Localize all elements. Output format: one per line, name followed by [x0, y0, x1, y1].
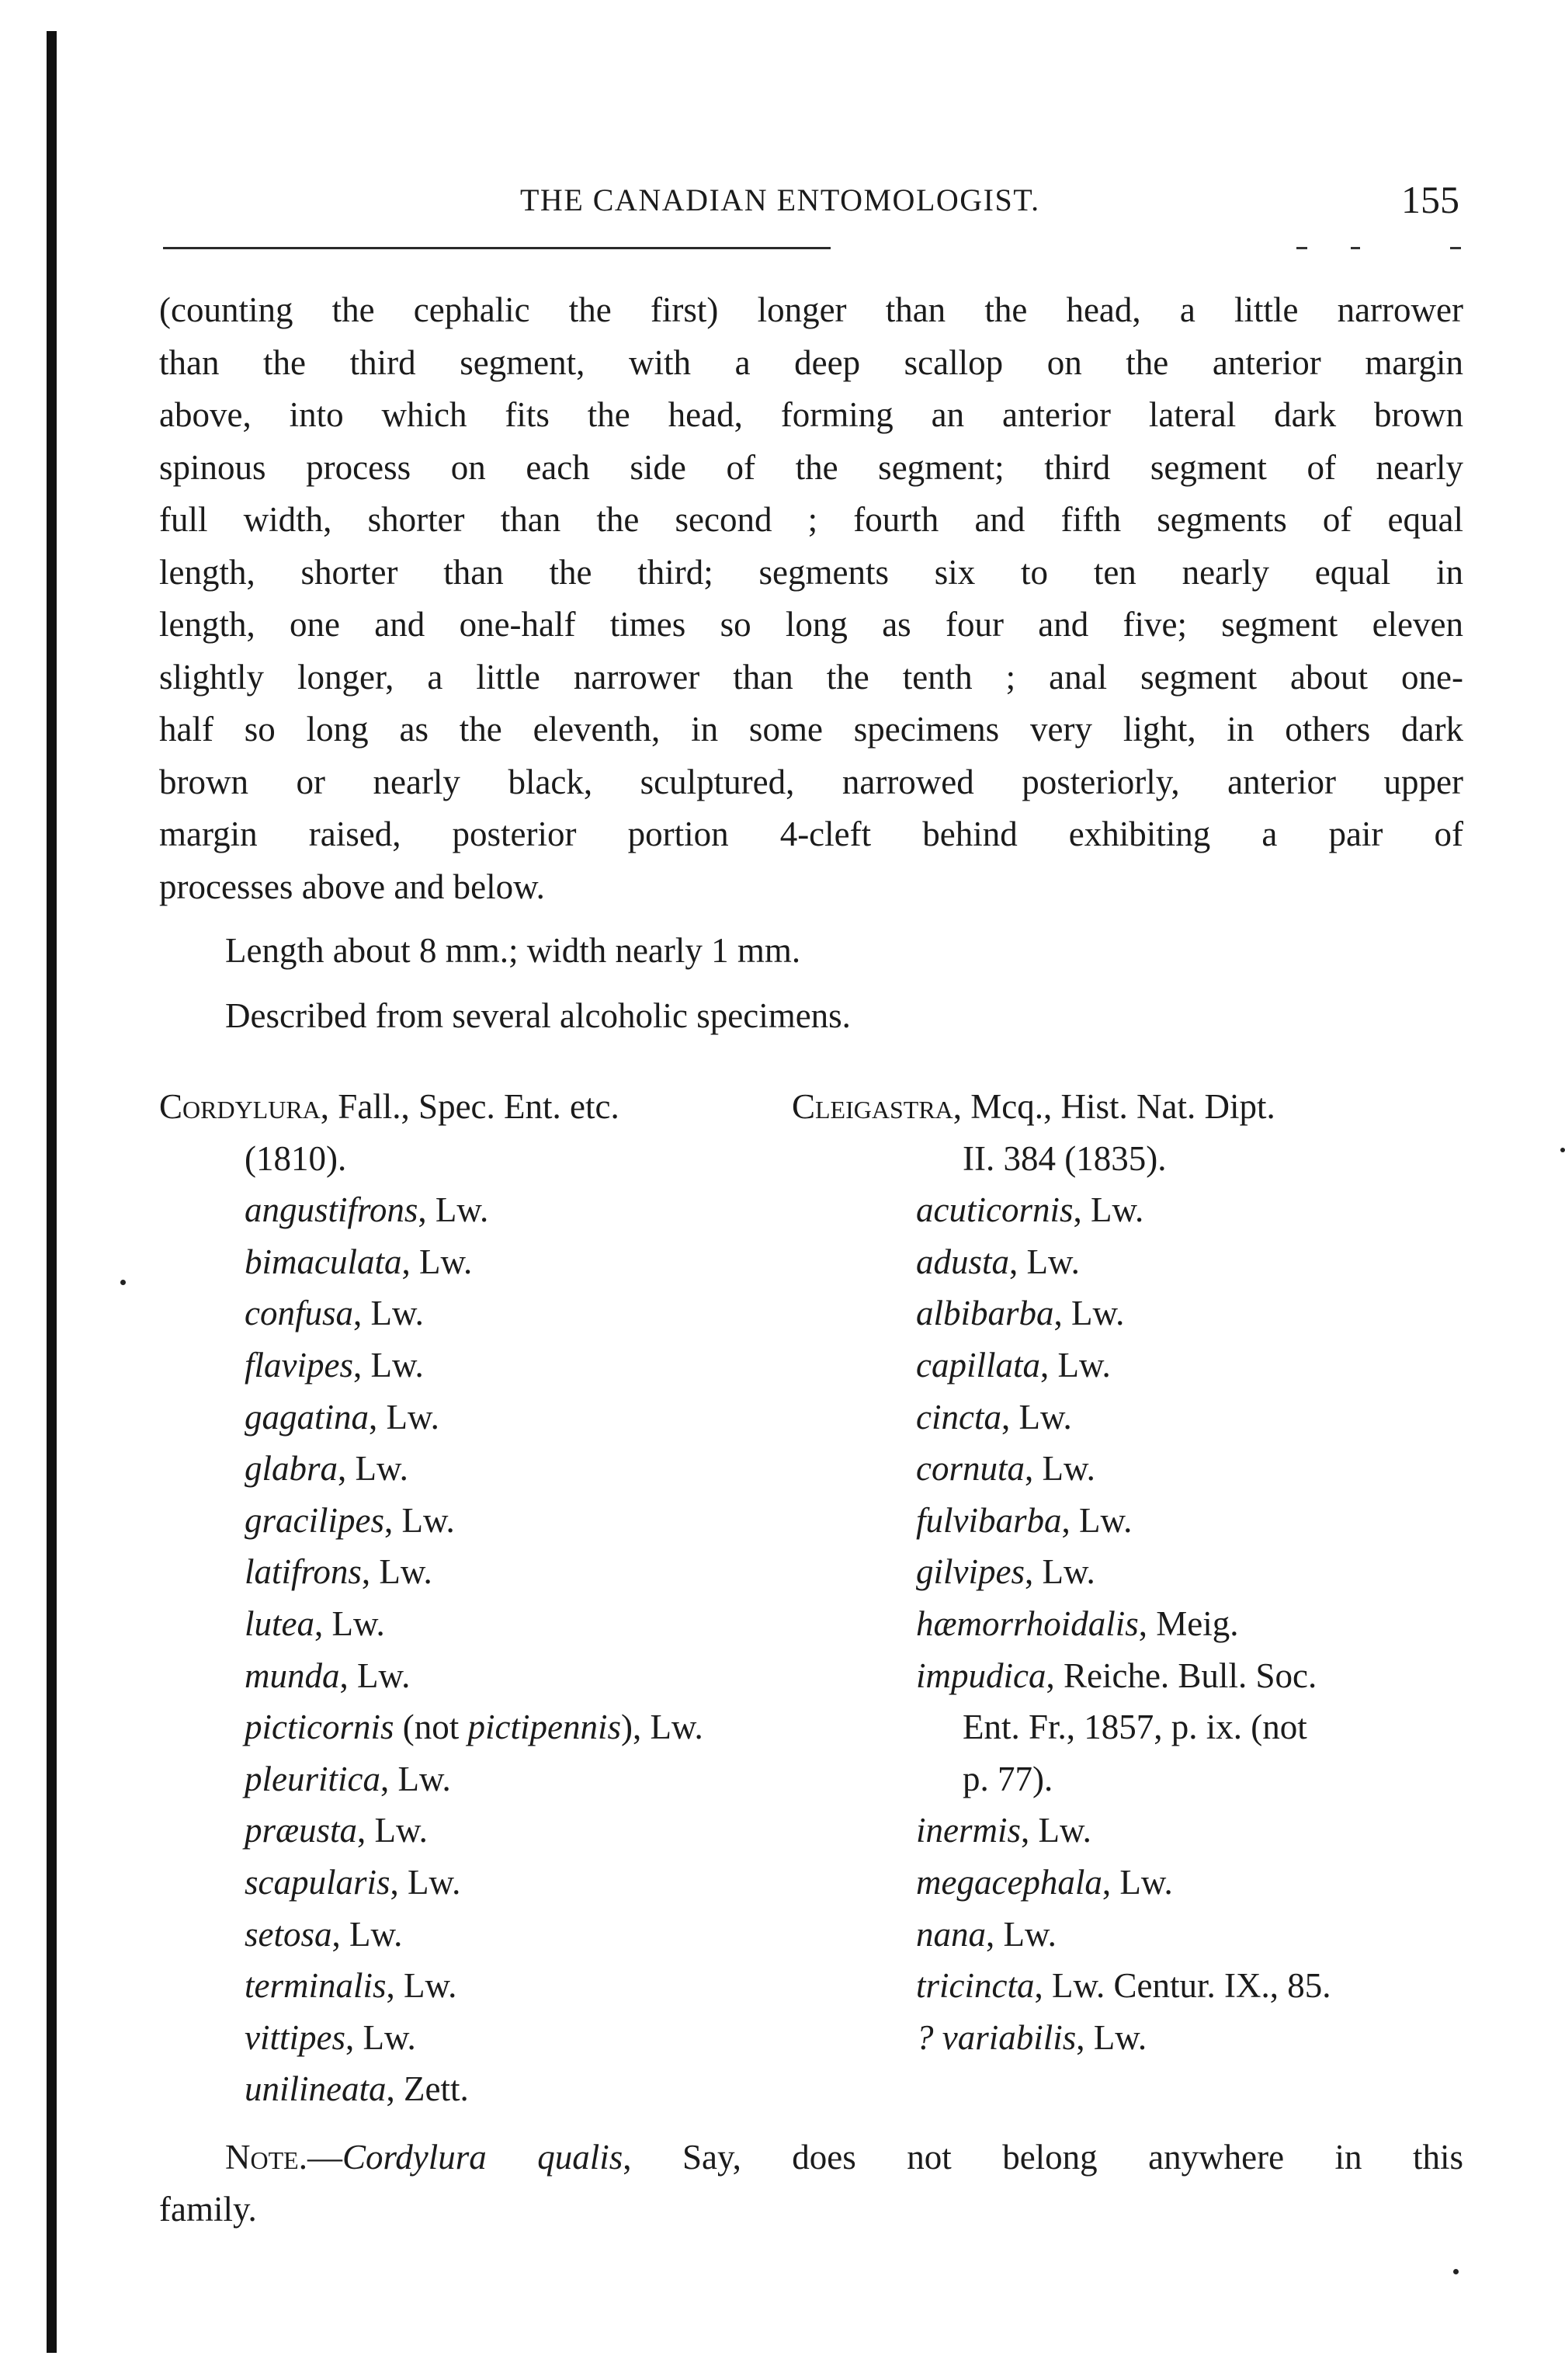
text-line: slightly longer, a little narrower than the tenth ; anal segment about one-: [159, 657, 1463, 697]
species-entry: [792, 1650, 1331, 1702]
species-name: variabilis: [942, 2017, 1077, 2057]
species-author: , Lw.: [361, 1552, 432, 1592]
species-name: vittipes: [245, 2017, 345, 2057]
species-entry: [159, 1650, 703, 1702]
species-name: præusta: [245, 1811, 358, 1850]
species-author: , Lw.: [1076, 2017, 1147, 2057]
species-author: , Lw.: [390, 1862, 461, 1902]
running-head: [155, 177, 1459, 224]
note-dash: —: [307, 2138, 342, 2177]
species-entry: [792, 2012, 1331, 2064]
text-line: length, shorter than the third; segments six to ten nearly equal in: [159, 552, 1463, 592]
cleigastra-species-list: [792, 1081, 1331, 2063]
species-name: glabra: [245, 1449, 338, 1489]
species-entry: [159, 1184, 703, 1236]
species-author: , Lw.: [314, 1603, 385, 1643]
species-author: , Lw.: [1073, 1190, 1144, 1230]
species-synonym: pictipennis: [467, 1708, 621, 1747]
species-entry: [792, 1546, 1331, 1598]
text-line: length, one and one-half times so long as four and five; segment eleven: [159, 605, 1463, 644]
species-author: , Lw.: [1001, 1397, 1072, 1437]
species-name: tricincta: [916, 1966, 1035, 2006]
species-entry: [159, 1960, 703, 2012]
page-number: 155: [1401, 178, 1459, 221]
described-line: Described from several alcoholic specimens.: [225, 996, 851, 1035]
species-name: pleuritica: [245, 1759, 380, 1798]
species-author: , Reiche. Bull. Soc.: [1046, 1656, 1317, 1695]
species-name: nana: [916, 1914, 986, 1954]
species-name: bimaculata: [245, 1242, 402, 1281]
species-author: , Lw.: [380, 1759, 451, 1798]
species-name: scapularis: [245, 1862, 390, 1902]
species-name: gracilipes: [245, 1500, 384, 1540]
species-author: , Lw.: [1024, 1552, 1095, 1592]
species-entry: [792, 1960, 1331, 2012]
species-entry: [159, 1857, 703, 1909]
species-author: ), Lw.: [620, 1708, 703, 1747]
species-entry: [792, 1598, 1331, 1650]
species-name: lutea: [245, 1603, 314, 1643]
species-author: (not: [394, 1708, 468, 1747]
species-name: impudica: [916, 1656, 1046, 1695]
text-line: full width, shorter than the second ; fourth and fifth segments of equal: [159, 500, 1463, 539]
species-name: setosa: [245, 1914, 332, 1954]
species-entry: [159, 1339, 703, 1392]
species-name: confusa: [245, 1294, 353, 1333]
species-author: , Lw. Centur. IX., 85.: [1034, 1966, 1331, 2006]
text-line: margin raised, posterior portion 4-cleft behind exhibiting a pair of: [159, 815, 1463, 853]
genus-name: Cordylura: [159, 1087, 321, 1126]
species-author: , Lw.: [986, 1914, 1057, 1954]
species-entry: [792, 1339, 1331, 1392]
species-entry: [159, 1598, 703, 1650]
header-rule-fragment: [1351, 247, 1360, 249]
genus-reference: [792, 1133, 1331, 1185]
species-author: , Lw.: [339, 1656, 411, 1695]
species-author: , Lw.: [369, 1397, 439, 1437]
genus-date-text: (1810).: [245, 1138, 347, 1178]
species-name: unilineata: [245, 2069, 387, 2109]
description-paragraph: [159, 284, 1463, 913]
species-name: munda: [245, 1656, 340, 1695]
species-author: , Lw.: [1039, 1345, 1111, 1385]
species-entry: [792, 1392, 1331, 1444]
genus-authority: , Fall., Spec. Ent. etc.: [320, 1087, 619, 1126]
species-entry: [792, 1236, 1331, 1288]
genus-date: [159, 1133, 703, 1185]
species-author: , Meig.: [1138, 1603, 1239, 1643]
species-author: , Lw.: [401, 1242, 473, 1281]
species-entry: [792, 1287, 1331, 1339]
species-name: megacephala: [916, 1862, 1102, 1902]
reference-continuation: [792, 1753, 1331, 1805]
length-line: Length about 8 mm.; width nearly 1 mm.: [225, 931, 801, 970]
header-rule-fragment: [1296, 247, 1307, 249]
text-line: than the third segment, with a deep scallop on the anterior margin: [159, 342, 1463, 382]
text-line: processes above and below.: [159, 867, 545, 906]
species-name: fulvibarba: [916, 1500, 1062, 1540]
species-name: gilvipes: [916, 1552, 1025, 1592]
species-entry: [159, 2012, 703, 2064]
species-entry: [792, 1857, 1331, 1909]
species-author: , Lw.: [1025, 1449, 1095, 1489]
text-line: above, into which fits the head, forming an anterior lateral dark brown: [159, 395, 1463, 434]
species-name: flavipes: [245, 1345, 353, 1385]
genus-authority: , Mcq., Hist. Nat. Dipt.: [953, 1087, 1275, 1126]
species-name: gagatina: [245, 1397, 370, 1437]
species-entry: [792, 1184, 1331, 1236]
note-text: , Say, does not belong anywhere in this: [623, 2138, 1463, 2177]
text-line: brown or nearly black, sculptured, narrowed posteriorly, anterior upper: [159, 762, 1463, 801]
reference-continuation-text: Ent. Fr., 1857, p. ix. (not: [963, 1708, 1307, 1747]
note-species: Cordylura qualis: [342, 2138, 623, 2177]
species-entry: [159, 1546, 703, 1598]
header-rule: [163, 247, 831, 249]
species-name: picticornis: [245, 1708, 394, 1747]
species-author: , Lw.: [1053, 1294, 1125, 1333]
species-name: latifrons: [245, 1552, 362, 1592]
text-line: half so long as the eleventh, in some specimens very light, in others dark: [159, 710, 1463, 749]
species-entry: [159, 2063, 703, 2115]
genus-heading: [792, 1081, 1331, 1133]
page-binding-edge: [47, 31, 57, 2353]
species-author: , Lw.: [357, 1811, 428, 1850]
note-label: Note.: [225, 2138, 307, 2177]
species-author: , Lw.: [345, 2017, 416, 2057]
species-author: , Lw.: [418, 1190, 489, 1230]
species-name: terminalis: [245, 1966, 387, 2006]
species-author: , Lw.: [1009, 1242, 1080, 1281]
species-name: cornuta: [916, 1449, 1025, 1489]
species-entry: [792, 1805, 1331, 1857]
print-speck: [1453, 2269, 1459, 2274]
species-name: inermis: [916, 1811, 1021, 1850]
species-entry: [159, 1392, 703, 1444]
species-author: , Lw.: [1102, 1862, 1173, 1902]
reference-continuation-text: p. 77).: [963, 1759, 1053, 1798]
species-entry: [159, 1236, 703, 1288]
species-name: adusta: [916, 1242, 1010, 1281]
species-name: angustifrons: [245, 1190, 418, 1230]
species-query-prefix: ?: [916, 2017, 942, 2057]
genus-reference-text: II. 384 (1835).: [963, 1138, 1167, 1178]
text-line: (counting the cephalic the first) longer than the head, a little narrower: [159, 290, 1463, 329]
species-author: , Lw.: [352, 1345, 424, 1385]
note-paragraph: [159, 2132, 1463, 2236]
species-entry: [792, 1443, 1331, 1495]
species-author: , Lw.: [386, 1966, 457, 2006]
species-author: , Zett.: [386, 2069, 469, 2109]
species-entry: [159, 1753, 703, 1805]
species-author: , Lw.: [1061, 1500, 1133, 1540]
species-entry: [159, 1701, 703, 1753]
note-line: [159, 2132, 1463, 2184]
note-line: family.: [159, 2190, 257, 2229]
species-author: , Lw.: [338, 1449, 408, 1489]
species-entry: [159, 1495, 703, 1547]
species-author: , Lw.: [1021, 1811, 1091, 1850]
species-name: hæmorrhoidalis: [916, 1603, 1139, 1643]
print-speck: [1560, 1148, 1565, 1152]
running-title: THE CANADIAN ENTOMOLOGIST.: [520, 182, 1040, 217]
text-line: spinous process on each side of the segment; third segment of nearly: [159, 447, 1463, 487]
species-author: , Lw.: [353, 1294, 424, 1333]
species-name: acuticornis: [916, 1190, 1074, 1230]
genus-heading: [159, 1081, 703, 1133]
species-name: albibarba: [916, 1294, 1054, 1333]
species-entry: [159, 1805, 703, 1857]
species-entry: [159, 1909, 703, 1961]
print-speck: [120, 1280, 126, 1285]
header-rule-fragment: [1450, 247, 1461, 249]
genus-name: Cleigastra: [792, 1087, 953, 1126]
reference-continuation: [792, 1701, 1331, 1753]
species-entry: [159, 1287, 703, 1339]
species-author: , Lw.: [383, 1500, 455, 1540]
species-entry: [159, 1443, 703, 1495]
species-entry: [792, 1495, 1331, 1547]
cordylura-species-list: [159, 1081, 703, 2115]
species-name: capillata: [916, 1345, 1040, 1385]
species-name: cincta: [916, 1397, 1001, 1437]
species-entry: [792, 1909, 1331, 1961]
species-author: , Lw.: [331, 1914, 403, 1954]
